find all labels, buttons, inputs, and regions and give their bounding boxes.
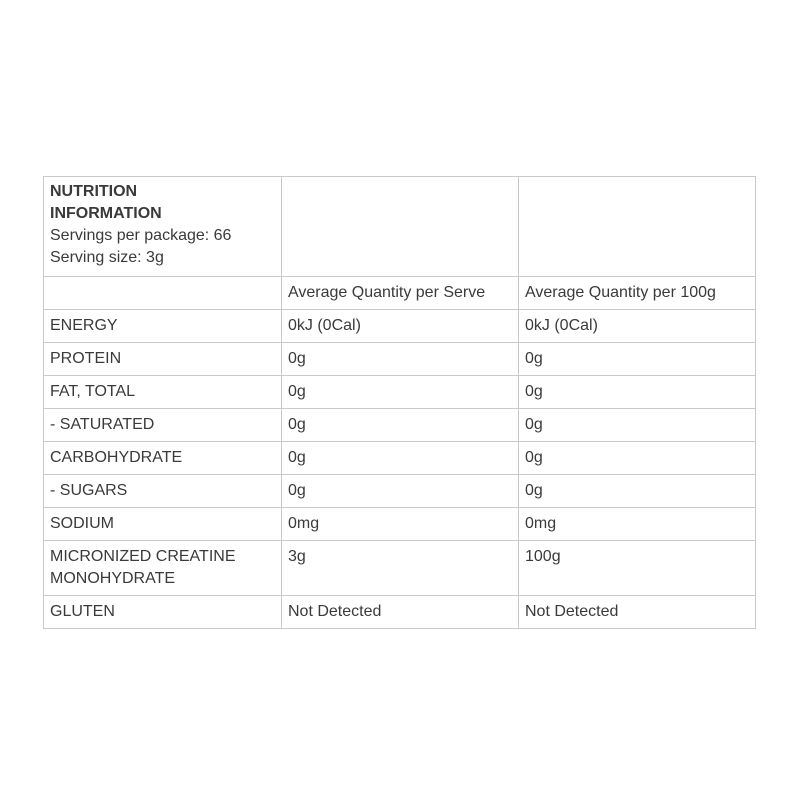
serving-size: Serving size: 3g <box>50 249 164 266</box>
nutrient-label: - SATURATED <box>44 409 282 442</box>
nutrient-label: CARBOHYDRATE <box>44 442 282 475</box>
per-100g-value: 100g <box>519 541 756 596</box>
per-100g-value: 0g <box>519 442 756 475</box>
table-row <box>44 310 756 343</box>
nutrient-label <box>44 541 282 596</box>
per-100g-value: 0mg <box>519 508 756 541</box>
nutrient-label: GLUTEN <box>44 596 282 629</box>
per-serve-value: 0mg <box>282 508 519 541</box>
per-serve-value: Not Detected <box>282 596 519 629</box>
servings-per-package: Servings per package: 66 <box>50 227 232 244</box>
per-serve-value: 0g <box>282 409 519 442</box>
per-100g-value: 0g <box>519 343 756 376</box>
per-100g-value: 0kJ (0Cal) <box>519 310 756 343</box>
nutrient-label: SODIUM <box>44 508 282 541</box>
per-100g-value: 0g <box>519 409 756 442</box>
table-row <box>44 508 756 541</box>
nutrient-label: ENERGY <box>44 310 282 343</box>
per-serve-value: 0g <box>282 475 519 508</box>
empty-column-header-cell <box>44 277 282 310</box>
nutrition-information-table <box>43 176 756 629</box>
table-row <box>44 442 756 475</box>
column-header-row <box>44 277 756 310</box>
nutrient-label: PROTEIN <box>44 343 282 376</box>
table-row <box>44 376 756 409</box>
per-100g-value: 0g <box>519 376 756 409</box>
empty-header-cell <box>519 177 756 277</box>
per-serve-value: 0g <box>282 442 519 475</box>
table-row <box>44 409 756 442</box>
table-row <box>44 596 756 629</box>
nutrient-label: - SUGARS <box>44 475 282 508</box>
per-serve-value: 0kJ (0Cal) <box>282 310 519 343</box>
per-serve-value: 3g <box>282 541 519 596</box>
per-100g-value: Not Detected <box>519 596 756 629</box>
nutrition-information-header-cell <box>44 177 282 277</box>
nutrient-label-line2: MONOHYDRATE <box>50 570 176 587</box>
empty-header-cell <box>282 177 519 277</box>
table-title-line2: INFORMATION <box>50 205 162 222</box>
column-header-per-100g: Average Quantity per 100g <box>519 277 756 310</box>
table-row <box>44 343 756 376</box>
column-header-per-serve: Average Quantity per Serve <box>282 277 519 310</box>
per-serve-value: 0g <box>282 376 519 409</box>
per-100g-value: 0g <box>519 475 756 508</box>
table-header-row <box>44 177 756 277</box>
table-row <box>44 475 756 508</box>
nutrient-label: FAT, TOTAL <box>44 376 282 409</box>
per-serve-value: 0g <box>282 343 519 376</box>
table-title-line1: NUTRITION <box>50 183 138 200</box>
table-row <box>44 541 756 596</box>
nutrient-label-line1: MICRONIZED CREATINE <box>50 548 236 565</box>
